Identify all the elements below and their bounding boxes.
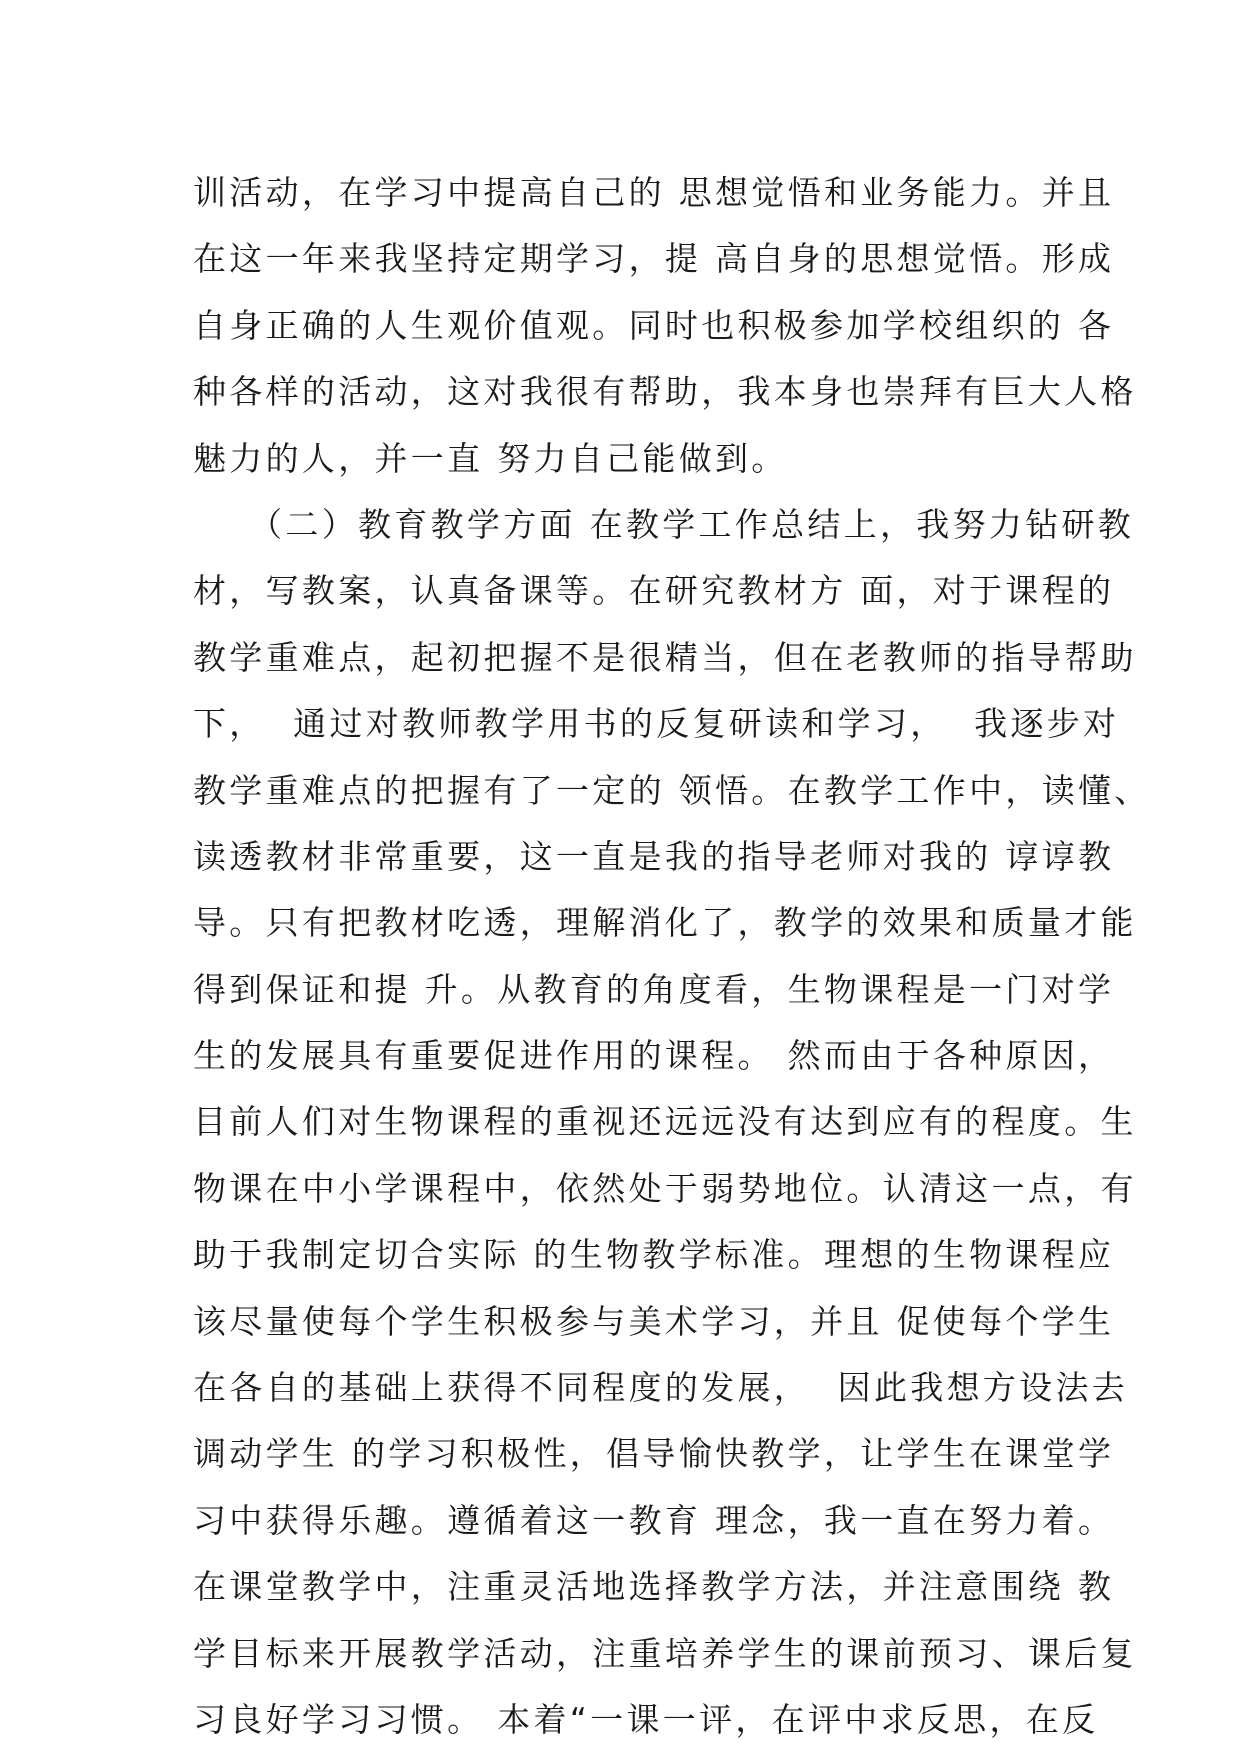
- section-heading-line: （二）教育教学方面 在教学工作总结上，我努力钻研教: [193, 504, 1135, 544]
- text-line: 目前人们对生物课程的重视还远远没有达到应有的程度。生: [193, 1102, 1137, 1142]
- text-line: 习良好学习习惯。 本着“一课一评，在评中求反思，在反: [193, 1699, 1099, 1739]
- text-line: 下， 通过对教师教学用书的反复研读和学习， 我逐步对: [193, 704, 1120, 744]
- text-line: 学目标来开展教学活动，注重培养学生的课前预习、课后复: [193, 1633, 1137, 1673]
- text-line: 习中获得乐趣。遵循着这一教育 理念，我一直在努力着。: [193, 1500, 1115, 1540]
- text-line: 读透教材非常重要，这一直是我的指导老师对我的 谆谆教: [193, 836, 1115, 876]
- text-line: 导。只有把教材吃透，理解消化了，教学的效果和质量才能: [193, 903, 1137, 943]
- text-line: 材，写教案，认真备课等。在研究教材方 面，对于课程的: [193, 571, 1115, 611]
- text-line: 在这一年来我坚持定期学习，提 高自身的思想觉悟。形成: [193, 239, 1115, 279]
- body-text: [193, 160, 1151, 1753]
- text-line: 魅力的人，并一直 努力自己能做到。: [193, 438, 788, 478]
- text-line: 助于我制定切合实际 的生物教学标准。理想的生物课程应: [193, 1235, 1115, 1275]
- text-line: 教学重难点的把握有了一定的 领悟。在教学工作中，读懂、: [193, 770, 1151, 810]
- text-line: 调动学生 的学习积极性，倡导愉快教学，让学生在课堂学: [193, 1434, 1115, 1474]
- text-line: 自身正确的人生观价值观。同时也积极参加学校组织的 各: [193, 305, 1115, 345]
- text-line: 生的发展具有重要促进作用的课程。 然而由于各种原因，: [193, 1036, 1115, 1076]
- text-line: 物课在中小学课程中，依然处于弱势地位。认清这一点，有: [193, 1168, 1137, 1208]
- text-line: 在课堂教学中，注重灵活地选择教学方法，并注意围绕 教: [193, 1567, 1115, 1607]
- text-line: 在各自的基础上获得不同程度的发展， 因此我想方设法去: [193, 1368, 1129, 1408]
- text-line: 教学重难点，起初把握不是很精当，但在老教师的指导帮助: [193, 637, 1137, 677]
- text-line: 训活动，在学习中提高自己的 思想觉悟和业务能力。并且: [193, 173, 1115, 212]
- text-line: 该尽量使每个学生积极参与美术学习，并且 促使每个学生: [193, 1301, 1115, 1341]
- text-line: 得到保证和提 升。从教育的角度看，生物课程是一门对学: [193, 969, 1115, 1009]
- text-line: 种各样的活动，这对我很有帮助，我本身也崇拜有巨大人格: [193, 372, 1137, 412]
